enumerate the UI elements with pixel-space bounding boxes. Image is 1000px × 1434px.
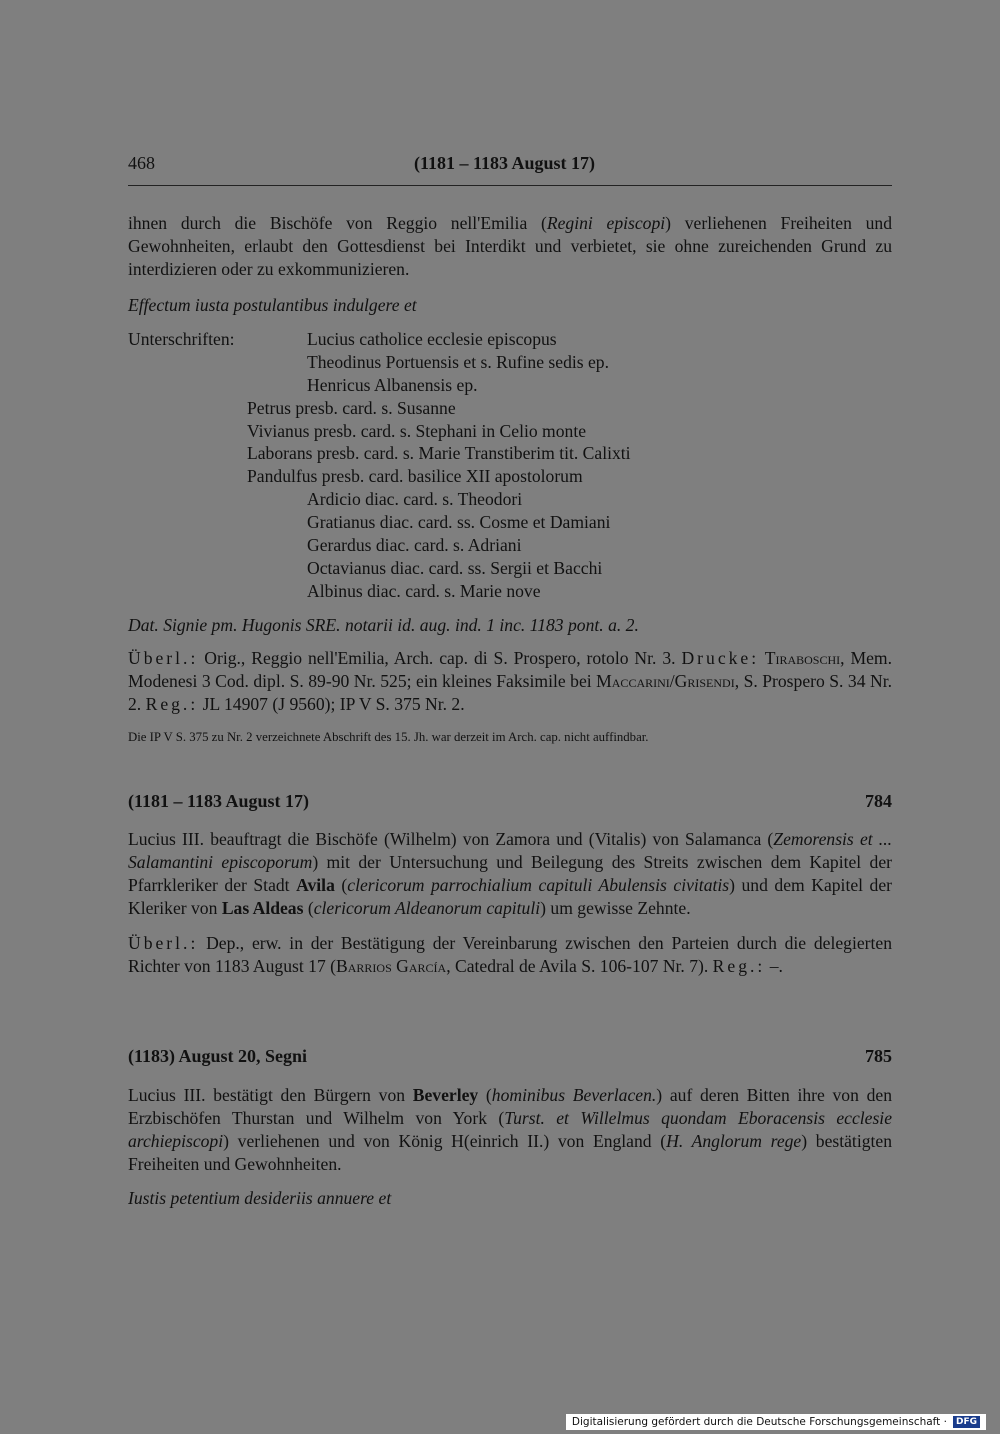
footer-text: Digitalisierung gefördert durch die Deutsche Forschungsgemeinschaft · bbox=[571, 1416, 947, 1428]
regest-text: Lucius III. bestätigt den Bürgern von bbox=[128, 1085, 413, 1105]
author-name: Barrios García bbox=[336, 956, 447, 976]
author-name: Maccarini/Grisendi bbox=[596, 671, 735, 691]
regest-text: ( bbox=[334, 875, 348, 895]
regest-text: Lucius III. beauftragt die Bischöfe (Wilhelm) von Zamora und (Vitalis) von Salamanca ( bbox=[128, 829, 774, 849]
header-rule bbox=[128, 185, 892, 186]
place-name: Avila bbox=[296, 875, 335, 895]
running-header bbox=[128, 153, 892, 183]
footnote: Die IP V S. 375 zu Nr. 2 verzeichnete Abschrift des 15. Jh. war derzeit im Arch. cap. nicht auffindbar. bbox=[128, 730, 649, 744]
regest-latin: Turst. et Willelmus quondam Eboracensis ecclesie archiepiscopi bbox=[128, 1108, 892, 1151]
dfg-logo: DFG bbox=[953, 1416, 980, 1428]
uberl-text: Dep., erw. in der Bestätigung der Vereinbarung zwischen den Parteien durch die delegierten Richter von 1183 August 17 ( bbox=[128, 933, 892, 976]
entry-785-heading bbox=[128, 1046, 892, 1067]
entry-date: (1183) August 20, Segni bbox=[128, 1046, 308, 1066]
signature-line: Theodinus Portuensis et s. Rufine sedis ep. bbox=[307, 352, 609, 372]
signature-line: Gratianus diac. card. ss. Cosme et Damiani bbox=[307, 512, 611, 532]
regest-text: ) und dem Kapitel der Kleriker von bbox=[128, 875, 893, 918]
regest-text: ) bestätigten Freiheiten und Gewohnheiten. bbox=[128, 1131, 892, 1174]
entry-date: (1181 – 1183 August 17) bbox=[128, 791, 310, 811]
intro-paragraph bbox=[128, 212, 892, 281]
entry-number: 784 bbox=[865, 791, 892, 811]
transmission-784-prev bbox=[128, 647, 892, 716]
signature-line: Octavianus diac. card. ss. Sergii et Bacchi bbox=[307, 558, 603, 578]
incipit-785: Iustis petentium desideriis annuere et bbox=[128, 1188, 392, 1208]
uberl-text: , Mem. Modenesi 3 Cod. dipl. S. 89-90 Nr. 525; ein kleines Faksimile bei bbox=[128, 648, 892, 691]
intro-latin: Regini episcopi bbox=[546, 213, 666, 233]
uberl-text: , Catedral de Avila S. 106-107 Nr. 7). bbox=[446, 956, 713, 976]
regest-latin: hominibus Beverlacen. bbox=[491, 1085, 657, 1105]
page-number: 468 bbox=[128, 153, 155, 173]
entry-784-regest bbox=[128, 828, 892, 920]
label-reg: Reg.: bbox=[145, 694, 199, 714]
uberl-text: , S. Prospero S. 34 Nr. 2. bbox=[128, 671, 892, 714]
signature-line: Vivianus presb. card. s. Stephani in Celio monte bbox=[247, 421, 587, 441]
author-name: Tiraboschi bbox=[759, 648, 841, 668]
dating-clause: Dat. Signie pm. Hugonis SRE. notarii id. aug. ind. 1 inc. 1183 pont. a. 2. bbox=[128, 615, 639, 635]
intro-text-rest: ) verliehenen Freiheiten und Gewohnheiten, erlaubt den Gottesdienst bei Interdikt und verbietet, sie ohne zureichenden Grund zu interdizieren oder zu exkommunizieren. bbox=[128, 213, 892, 279]
label-drucke: Drucke: bbox=[681, 648, 760, 668]
signature-line: Ardicio diac. card. s. Theodori bbox=[307, 489, 523, 509]
regest-text: ( bbox=[478, 1085, 492, 1105]
entry-784-heading bbox=[128, 791, 892, 812]
label-uberl: Überl.: bbox=[128, 648, 199, 668]
uberl-text: JL 14907 (J 9560); IP V S. 375 Nr. 2. bbox=[198, 694, 465, 714]
label-reg: Reg.: bbox=[712, 956, 766, 976]
uberl-text: Orig., Reggio nell'Emilia, Arch. cap. di S. Prospero, rotolo Nr. 3. bbox=[198, 648, 682, 668]
funding-footer bbox=[566, 1414, 986, 1430]
regest-text: ( bbox=[303, 898, 314, 918]
incipit-1: Effectum iusta postulantibus indulgere et bbox=[128, 295, 417, 315]
entry-784-transmission bbox=[128, 932, 892, 978]
signatures-label: Unterschriften: bbox=[128, 329, 235, 349]
regest-text: ) mit der Untersuchung und Beilegung des Streits zwischen dem Kapitel der Pfarrkleriker der Stadt bbox=[128, 852, 893, 895]
signature-line: Henricus Albanensis ep. bbox=[307, 375, 478, 395]
entry-number: 785 bbox=[865, 1046, 892, 1066]
regest-text: ) auf deren Bitten ihre von den Erzbischöfen Thurstan und Wilhelm von York ( bbox=[128, 1085, 892, 1128]
regest-text: ) um gewisse Zehnte. bbox=[540, 898, 691, 918]
signature-line: Petrus presb. card. s. Susanne bbox=[247, 398, 456, 418]
label-uberl: Überl.: bbox=[128, 933, 199, 953]
regest-latin: Zemorensis et ... Salamantini episcoporum bbox=[128, 829, 892, 872]
regest-text: ) verliehenen und von König H(einrich II.) von England ( bbox=[223, 1131, 667, 1151]
entry-785-regest bbox=[128, 1084, 892, 1176]
signature-line: Albinus diac. card. s. Marie nove bbox=[307, 581, 541, 601]
place-name: Las Aldeas bbox=[221, 898, 304, 918]
regest-latin: clericorum Aldeanorum capituli bbox=[313, 898, 541, 918]
header-date: (1181 – 1183 August 17) bbox=[414, 153, 596, 173]
place-name: Beverley bbox=[412, 1085, 479, 1105]
regest-latin: H. Anglorum rege bbox=[666, 1131, 802, 1151]
signature-line: Laborans presb. card. s. Marie Transtiberim tit. Calixti bbox=[247, 443, 631, 463]
intro-text: ihnen durch die Bischöfe von Reggio nell'Emilia ( bbox=[128, 213, 547, 233]
uberl-text: –. bbox=[765, 956, 783, 976]
signature-line: Lucius catholice ecclesie episcopus bbox=[307, 329, 557, 349]
signature-line: Pandulfus presb. card. basilice XII apostolorum bbox=[247, 466, 583, 486]
regest-latin: clericorum parrochialium capituli Abulensis civitatis bbox=[347, 875, 730, 895]
signature-line: Gerardus diac. card. s. Adriani bbox=[307, 535, 522, 555]
